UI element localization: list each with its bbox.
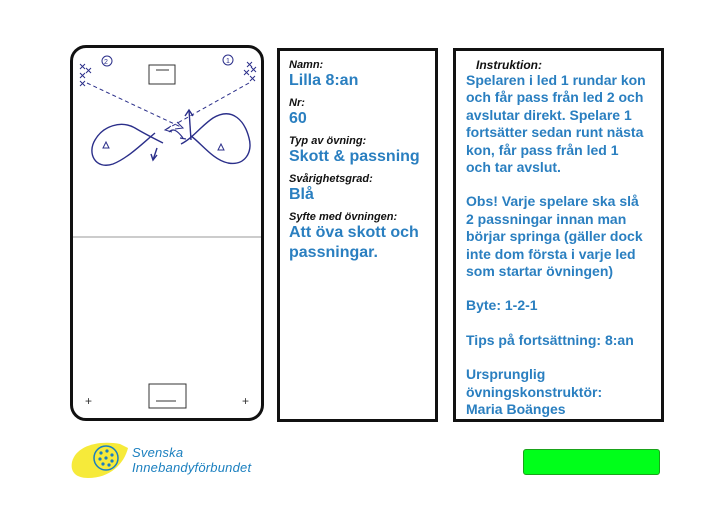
- instruction-body: [466, 72, 655, 419]
- instruction-line: och får pass från led 2 och: [466, 89, 644, 106]
- note-line: 2 passningar innan man: [466, 210, 627, 227]
- exercise-info-panel: [277, 48, 438, 422]
- note-line: börjar springa (gäller dock: [466, 228, 643, 245]
- byte-text: Byte: 1-2-1: [466, 297, 538, 314]
- nr-label: Nr:: [289, 97, 305, 109]
- drill-drawing: [73, 48, 264, 421]
- nr-value: 60: [289, 110, 307, 127]
- instruction-line: fortsätter sedan runt nästa: [466, 124, 644, 141]
- logo-text: [132, 445, 251, 475]
- constructor-label: övningskonstruktör:: [466, 383, 603, 400]
- cone-right: [218, 144, 224, 150]
- pass-line-left: [87, 83, 183, 128]
- type-label: Typ av övning:: [289, 135, 367, 147]
- purpose-value-line2: passningar.: [289, 244, 378, 261]
- logo-line1: Svenska: [132, 445, 184, 460]
- instruction-line: och tar avslut.: [466, 159, 561, 176]
- name-value: Lilla 8:an: [289, 72, 359, 89]
- note-line: Obs! Varje spelare ska slå: [466, 193, 639, 210]
- type-value: Skott & passning: [289, 148, 420, 165]
- tips-text: Tips på fortsättning: 8:an: [466, 331, 634, 348]
- difficulty-color-bar: [523, 449, 660, 475]
- instruction-line: Spelaren i led 1 rundar kon: [466, 72, 646, 88]
- bottom-goal: [149, 384, 186, 408]
- difficulty-label: Svårighetsgrad:: [289, 173, 373, 185]
- purpose-value-line1: Att öva skott och: [289, 224, 419, 241]
- cone-left: [103, 142, 109, 148]
- note-line: som startar övningen): [466, 263, 614, 280]
- purpose-label: Syfte med övningen:: [289, 211, 398, 223]
- constructor-name: Maria Boänges: [466, 401, 566, 418]
- constructor-label: Ursprunglig: [466, 366, 546, 383]
- instruction-line: avslutar direkt. Spelare 1: [466, 106, 632, 123]
- floorball-logo-icon: [70, 440, 130, 480]
- difficulty-value: Blå: [289, 186, 314, 203]
- note-line: inte dom första i varje led: [466, 245, 636, 262]
- player-line-right: [244, 62, 256, 81]
- line1-label: 2: [104, 59, 108, 66]
- instruction-title: Instruktion:: [476, 58, 542, 72]
- rink-diagram: [70, 45, 264, 421]
- line2-label: 1: [226, 58, 230, 65]
- federation-logo: [70, 440, 270, 480]
- bottom-right-mark: +: [242, 394, 250, 408]
- top-goal: [149, 65, 175, 84]
- instruction-line: kon, får pass från led 1: [466, 141, 619, 158]
- logo-line2: Innebandyförbundet: [132, 460, 252, 475]
- player-line-left: [80, 64, 91, 86]
- instruction-panel: [453, 48, 664, 422]
- name-label: Namn:: [289, 59, 324, 71]
- bottom-left-mark: +: [85, 394, 93, 408]
